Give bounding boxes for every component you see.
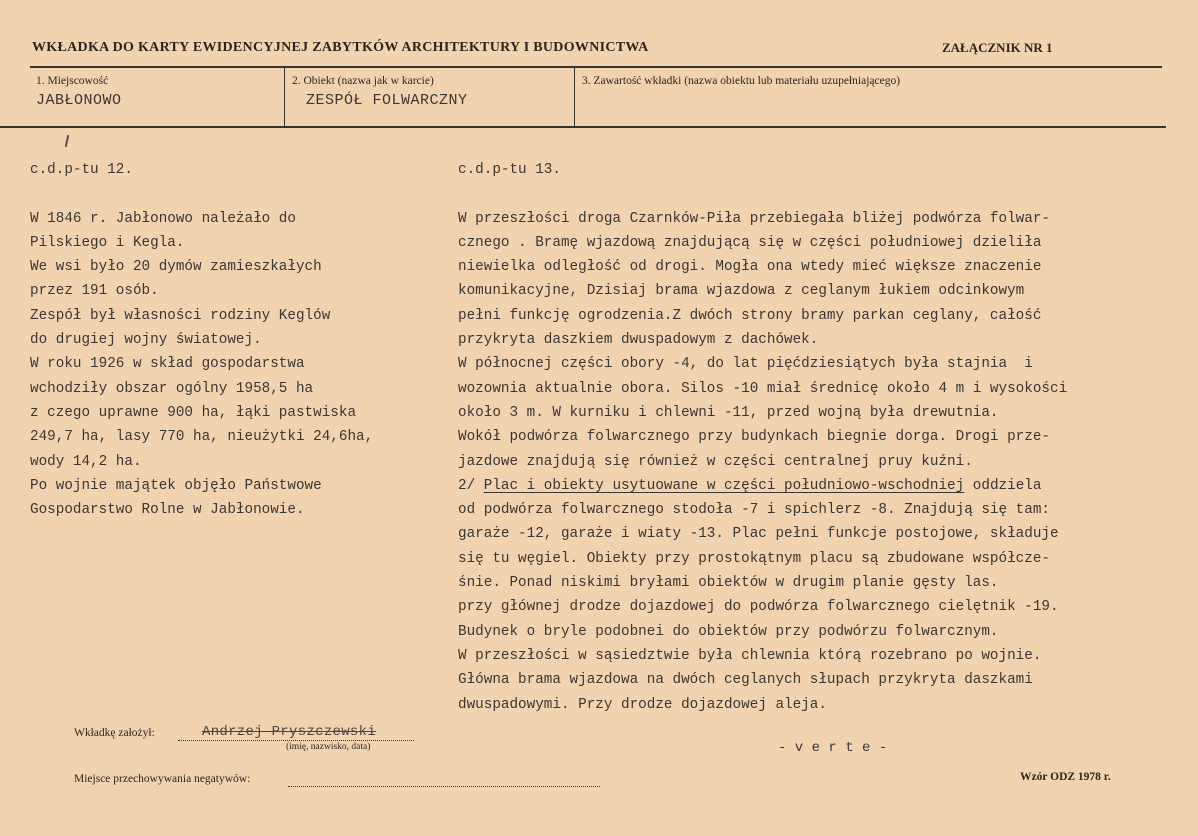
place-value: JABŁONOWO (36, 92, 122, 109)
text-line: się tu węgiel. Obiekty przy prostokątnym placu są zbudowane współcze- (458, 550, 1050, 567)
text-line: W roku 1926 w skład gospodarstwa (30, 356, 305, 373)
text-line: Zespół był własności rodziny Keglów (30, 307, 331, 324)
text-line: 249,7 ha, lasy 770 ha, nieużytki 24,6ha, (30, 429, 374, 446)
attachment-number: ZAŁĄCZNIK NR 1 (942, 40, 1053, 55)
object-value: ZESPÓŁ FOLWARCZNY (306, 92, 468, 109)
text-line: W 1846 r. Jabłonowo należało do (30, 210, 296, 227)
place-label: 1. Miejscowość (36, 75, 109, 87)
text-line: z czego uprawne 900 ha, łąki pastwiska (30, 404, 357, 421)
text-line: pełni funkcję ogrodzenia.Z dwóch strony bramy parkan ceglany, całość (458, 307, 1042, 324)
text-line: Główna brama wjazdowa na dwóch ceglanych słupach przykryta daszkami (458, 672, 1033, 689)
text-line: We wsi było 20 dymów zamieszkałych (30, 259, 322, 276)
founder-line (178, 740, 414, 741)
text-line: wozownia aktualnie obora. Silos -10 miał średnicę około 4 m i wysokości (458, 380, 1068, 397)
item-2-suffix: oddziela (964, 477, 1042, 494)
text-line: W przeszłości droga Czarnków-Piła przebiegała bliżej podwórza folwar- (458, 210, 1050, 227)
text-line: cznego . Bramę wjazdową znajdującą się w części południowej dzieliła (458, 234, 1042, 251)
pen-mark (65, 135, 69, 147)
item-2-line (458, 474, 1067, 498)
text-line (30, 182, 373, 206)
text-line: niewielka odległość od drogi. Mogła ona wtedy mieć większe znaczenie (458, 259, 1042, 276)
form-code: Wzór ODZ 1978 r. (1020, 771, 1111, 783)
text-line: śnie. Ponad niskimi bryłami obiektów w drugim planie gęsty las. (458, 575, 999, 592)
text-line: Wokół podwórza folwarcznego przy budynkach biegnie dorga. Drogi prze- (458, 429, 1050, 446)
verte-note: - v e r t e - (778, 740, 888, 756)
card-title: WKŁADKA DO KARTY EWIDENCYJNEJ ZABYTKÓW ARCHITEKTURY I BUDOWNICTWA (32, 40, 649, 55)
text-line: W północnej części obory -4, do lat pięćdziesiątych była stajnia i (458, 356, 1033, 373)
left-column-text (30, 158, 373, 522)
fields-bottom-rule (0, 126, 1166, 128)
item-2-underlined: Plac i obiekty usytuowane w części południowo-wschodniej (483, 477, 965, 494)
right-column-text (458, 158, 1067, 717)
text-line: od podwórza folwarcznego stodoła -7 i spichlerz -8. Znajdują się tam: (458, 502, 1050, 519)
text-line: Po wojnie majątek objęło Państwowe (30, 477, 322, 494)
founder-label: Wkładkę założył: (74, 727, 155, 739)
text-line: wody 14,2 ha. (30, 453, 142, 470)
text-line: wchodziły obszar ogólny 1958,5 ha (30, 380, 314, 397)
column-heading: c.d.p-tu 13. (458, 162, 561, 178)
founder-hint: (imię, nazwisko, data) (286, 742, 371, 752)
text-line: komunikacyjne, Dzisiaj brama wjazdowa z ceglanym łukiem odcinkowym (458, 283, 1025, 300)
text-line: przykryta daszkiem dwuspadowym z dachówek. (458, 332, 819, 349)
text-line: jazdowe znajdują się również w części centralnej pruy kuźni. (458, 453, 973, 470)
top-rule (30, 66, 1162, 68)
field-divider-2 (574, 67, 575, 127)
text-line: dwuspadowymi. Przy drodze dojazdowej aleja. (458, 696, 827, 713)
field-divider-1 (284, 67, 285, 127)
text-line: przez 191 osób. (30, 283, 159, 300)
text-line: około 3 m. W kurniku i chlewni -11, przed wojną była drewutnia. (458, 404, 999, 421)
negatives-line (288, 786, 600, 787)
text-line: W przeszłości w sąsiedztwie była chlewnia którą rozebrano po wojnie. (458, 647, 1042, 664)
text-line: garaże -12, garaże i wiaty -13. Plac pełni funkcje postojowe, składuje (458, 526, 1059, 543)
text-line: Pilskiego i Kegla. (30, 234, 185, 251)
text-line: Budynek o bryle podobnei do obiektów przy podwórzu folwarcznym. (458, 623, 999, 640)
text-line (458, 182, 1067, 206)
content-label: 3. Zawartość wkładki (nazwa obiektu lub materiału uzupełniającego) (582, 75, 901, 87)
text-line: do drugiej wojny światowej. (30, 332, 262, 349)
text-line: c.d.p-tu 12. (30, 162, 133, 178)
text-line: przy głównej drodze dojazdowej do podwórza folwarcznego cielętnik -19. (458, 599, 1059, 616)
object-label: 2. Obiekt (nazwa jak w karcie) (292, 75, 434, 87)
negatives-label: Miejsce przechowywania negatywów: (74, 773, 251, 785)
founder-name: Andrzej Pryszczewski (202, 724, 377, 740)
item-2-prefix: 2/ (458, 477, 484, 494)
text-line: Gospodarstwo Rolne w Jabłonowie. (30, 502, 305, 519)
